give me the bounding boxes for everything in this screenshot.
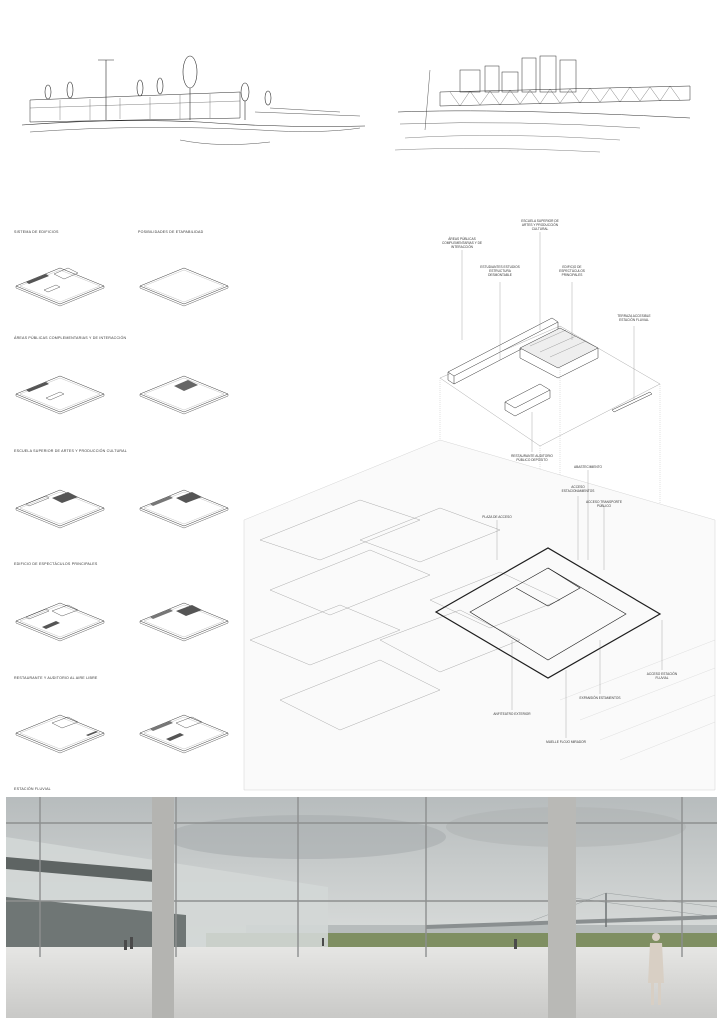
callout-anfiteatro: ANFITEATRO EXTERIOR [493, 712, 531, 716]
diagram-label-2: POSIBILIDADES DE ETAPABILIDAD [138, 230, 204, 234]
callout-plaza: PLAZA DE ACCESO [482, 515, 512, 519]
callout-escuela: ESCUELA SUPERIOR DE ARTES Y PRODUCCIÓN CULTURAL [521, 219, 559, 231]
diagram-label-6: RESTAURANTE Y AUDITORIO AL AIRE LIBRE [14, 676, 98, 680]
callout-abastecimiento: ABASTECIMIENTO [573, 465, 603, 469]
callout-restaurante: RESTAURANTE AUDITORIO PÚBLICO DEPÓSITO [511, 454, 553, 462]
diagram-label-4: ESCUELA SUPERIOR DE ARTES Y PRODUCCIÓN CULTURAL [14, 449, 127, 453]
callout-areas: ÁREAS PÚBLICAS COMPLEMENTARIAS Y DE INTERACCIÓN [441, 237, 483, 249]
diagram-label-7: ESTACIÓN FLUVIAL [14, 787, 51, 791]
diagram-label-5: EDIFICIO DE ESPECTÁCULOS PRINCIPALES [14, 562, 98, 566]
callout-acceso-fluvial: ACCESO ESTACIÓN FLUVIAL [646, 672, 678, 680]
callout-acceso-estac: ACCESO ESTACIONAMIENTOS [561, 485, 595, 493]
callout-espectaculos: EDIFICIO DE ESPECTÁCULOS PRINCIPALES [559, 265, 585, 277]
callout-muelle: MUELLE FLOJO MIRADOR [546, 740, 586, 744]
diagram-label-1: SISTEMA DE EDIFICIOS [14, 230, 59, 234]
render-image [6, 797, 717, 1018]
callout-expansion: EXPANSIÓN ESTAMENTOS [579, 696, 621, 700]
callout-terraza: TERRAZA ACCESIBLE ESTACIÓN FLUVIAL [617, 314, 651, 322]
diagram-label-3: ÁREAS PÚBLICAS COMPLEMENTARIAS Y DE INTERACCIÓN [14, 336, 127, 340]
callout-estudio: ESTUDIANTES ESTUDIOS ESTRUCTURA DESMONTABLE [480, 265, 520, 277]
interior-render [6, 797, 717, 1018]
callout-acceso-peat: ACCESO TRANSPORTE PÚBLICO [585, 500, 622, 508]
